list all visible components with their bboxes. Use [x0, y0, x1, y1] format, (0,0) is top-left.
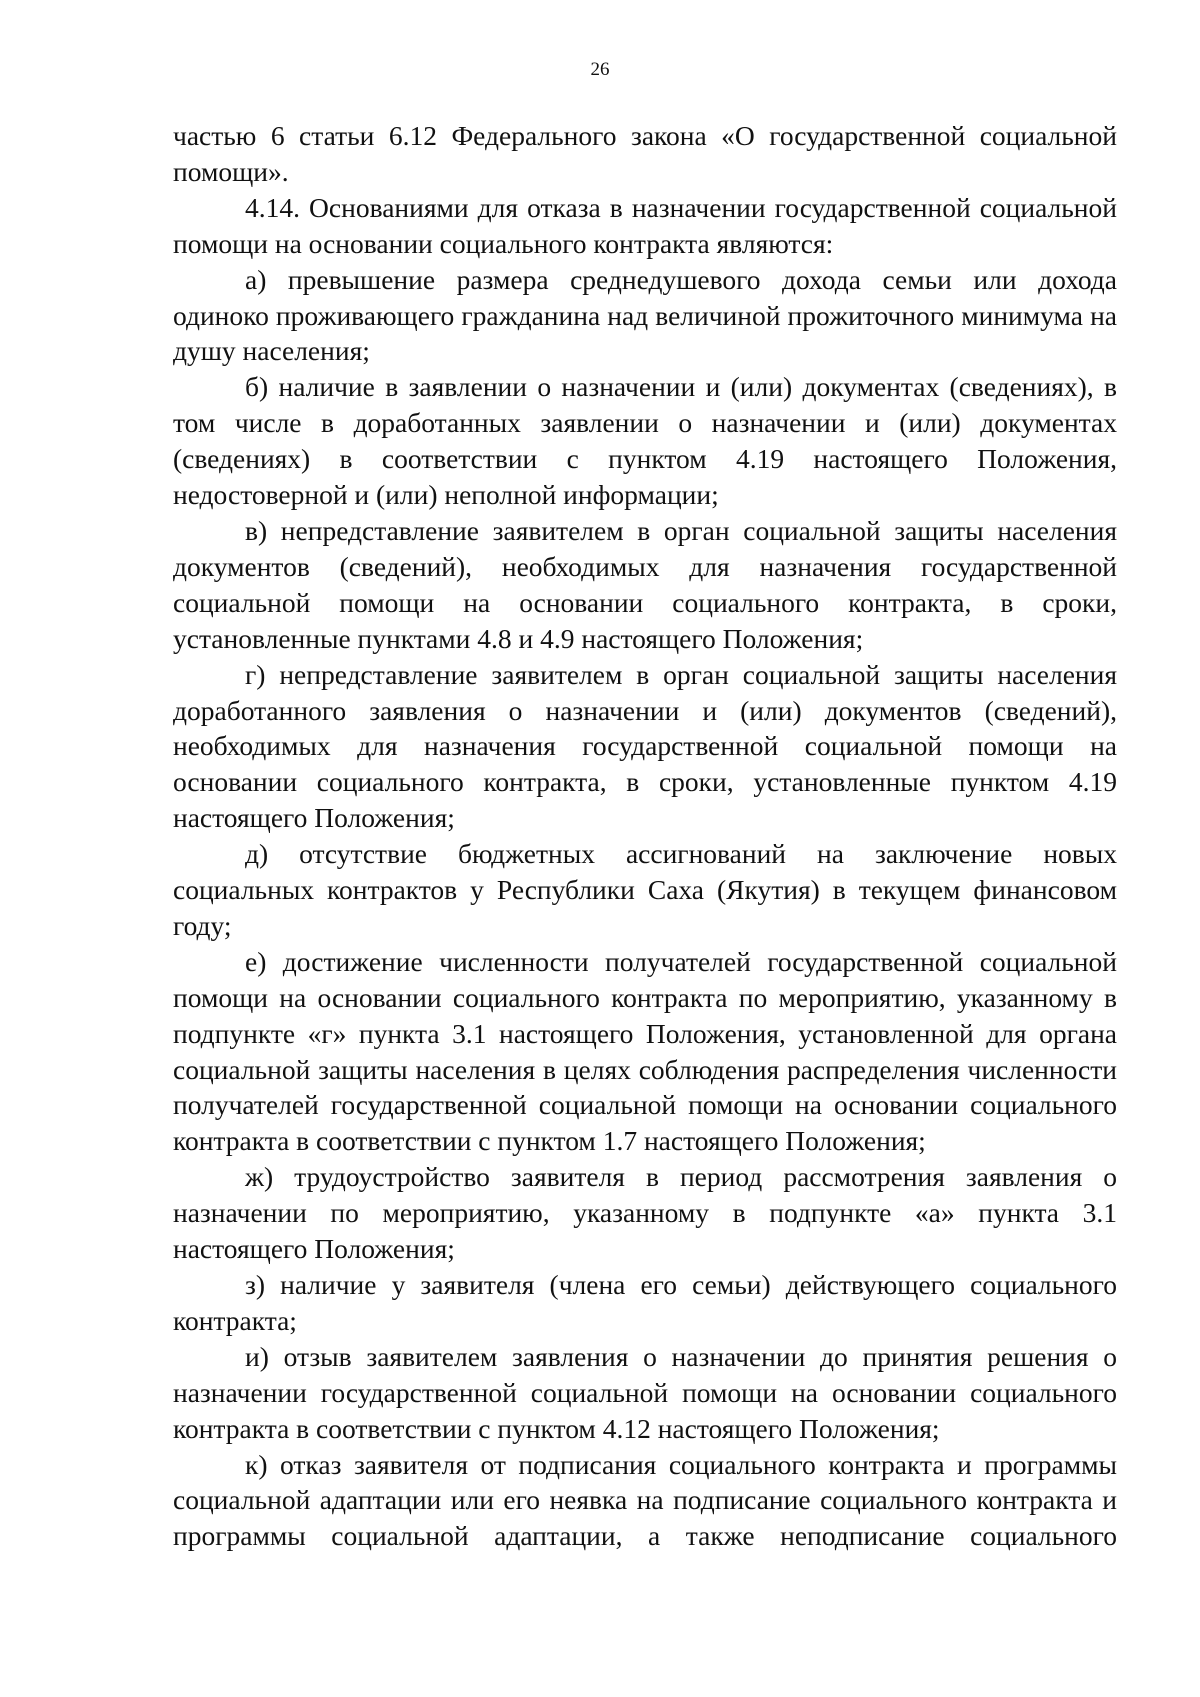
- paragraph-item-zh: ж) трудоустройство заявителя в период рассмотрения заявления о назначении по мероприятию, указанному в подпункте «а» пункта 3.1 настоящего Положения;: [173, 1161, 1117, 1265]
- paragraph-item-b: б) наличие в заявлении о назначении и (или) документах (сведениях), в том числе в доработанных заявлении о назначении и (или) документах (сведениях) в соответствии с пунктом 4.19 настоящего Положения, недостоверной и (или) неполной информации;: [173, 371, 1117, 511]
- paragraph-item-z: з) наличие у заявителя (члена его семьи) действующего социального контракта;: [173, 1269, 1117, 1336]
- page-number: 26: [590, 59, 610, 80]
- paragraph-item-d: д) отсутствие бюджетных ассигнований на заключение новых социальных контрактов у Республики Саха (Якутия) в текущем финансовом году;: [173, 838, 1117, 941]
- paragraph-item-i: и) отзыв заявителем заявления о назначении до принятия решения о назначении государственной социальной помощи на основании социального контракта в соответствии с пунктом 4.12 настоящего Положения;: [173, 1340, 1117, 1444]
- paragraph-item-k: к) отказ заявителя от подписания социального контракта и программы социальной адаптации или его неявка на подписание социального контракта и программы социальной адаптации, а также неподписание социального: [173, 1448, 1117, 1552]
- paragraph-4-14: 4.14. Основаниями для отказа в назначении государственной социальной помощи на основании социального контракта являются:: [173, 191, 1117, 259]
- paragraph-item-e: е) достижение численности получателей государственной социальной помощи на основании социального контракта по мероприятию, указанному в подпункте «г» пункта 3.1 настоящего Положения, установленной для органа социальной защиты населения в целях соблюдения распределения численности получателей государственной социальной помощи на основании социального контракта в соответствии с пунктом 1.7 настоящего Положения;: [173, 945, 1117, 1157]
- paragraph-continuation: частью 6 статьи 6.12 Федерального закона «О государственной социальной помощи».: [173, 120, 1117, 187]
- paragraph-item-a: а) превышение размера среднедушевого дохода семьи или дохода одиноко проживающего гражданина над величиной прожиточного минимума на душу населения;: [173, 263, 1117, 367]
- paragraph-item-g: г) непредставление заявителем в орган социальной защиты населения доработанного заявления о назначении и (или) документов (сведений), необходимых для назначения государственной социальной помощи на основании социального контракта, в сроки, установленные пунктом 4.19 настоящего Положения;: [173, 658, 1117, 834]
- paragraph-item-v: в) непредставление заявителем в орган социальной защиты населения документов (сведений), необходимых для назначения государственной социальной помощи на основании социального контракта, в сроки, установленные пунктами 4.8 и 4.9 настоящего Положения;: [173, 514, 1117, 654]
- document-body: [173, 118, 1117, 1554]
